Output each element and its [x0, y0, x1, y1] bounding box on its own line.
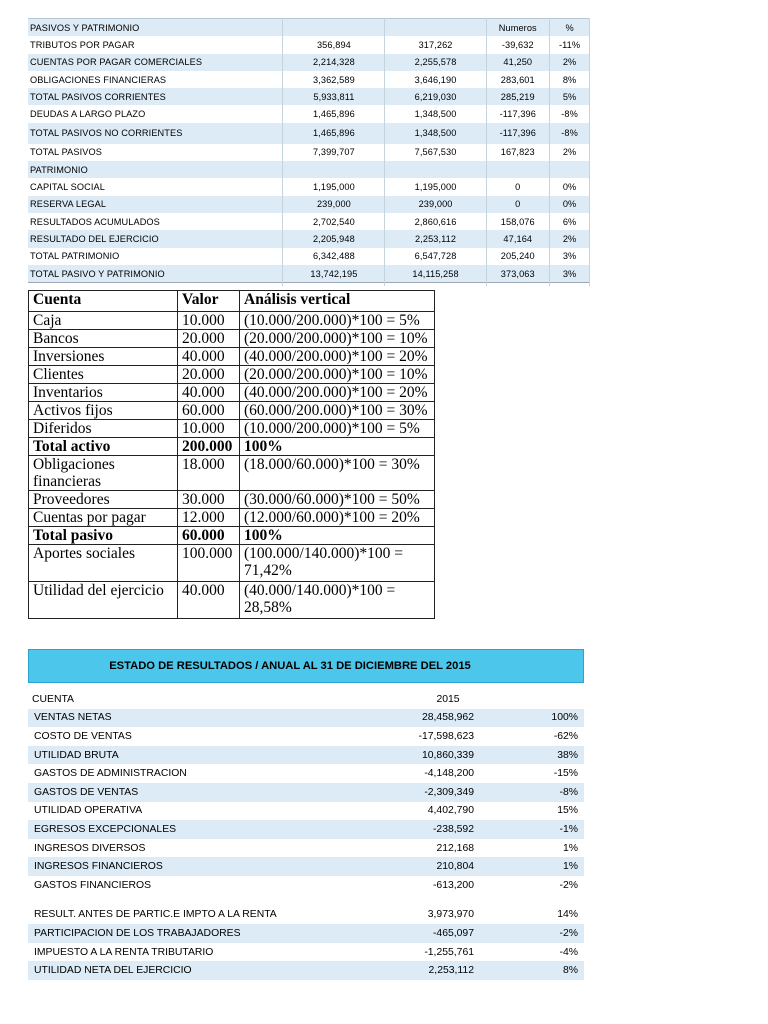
table-row: UTILIDAD NETA DEL EJERCICIO 2,253,112 8% — [28, 961, 584, 980]
table-row: Bancos 20.000 (20.000/200.000)*100 = 10% — [29, 330, 435, 348]
table-row: UTILIDAD OPERATIVA 4,402,790 15% — [34, 805, 578, 817]
table-row: COSTO DE VENTAS -17,598,623 -62% — [34, 730, 578, 742]
column-divider — [549, 18, 550, 286]
column-header-year: 2015 — [436, 693, 460, 705]
table-header-row — [28, 18, 590, 36]
table-row: CUENTAS POR PAGAR COMERCIALES 2,214,328 2,255,578 41,250 2% — [28, 54, 590, 71]
table-row: GASTOS FINANCIEROS -613,200 -2% — [34, 879, 578, 891]
column-header-cuenta: CUENTA — [32, 693, 74, 705]
statement-title: ESTADO DE RESULTADOS / ANUAL AL 31 DE DICIEMBRE DEL 2015 — [109, 660, 471, 672]
column-divider — [486, 18, 487, 286]
column-header-valor: Valor — [178, 291, 240, 312]
table-row: GASTOS DE ADMINISTRACION -4,148,200 -15% — [34, 768, 578, 780]
table-row: INGRESOS FINANCIEROS 210,804 1% — [28, 857, 584, 876]
table-row: Aportes sociales 100.000 (100.000/140.000)*100 = 71,42% — [29, 545, 435, 582]
table-row: VENTAS NETAS 28,458,962 100% — [28, 709, 584, 728]
table-row: RESULTADO DEL EJERCICIO 2,205,948 2,253,112 47,164 2% — [28, 230, 590, 247]
pasivos-patrimonio-table — [28, 18, 590, 283]
table-row: Inversiones 40.000 (40.000/200.000)*100 = 20% — [29, 348, 435, 366]
table-row: Obligaciones financieras 18.000 (18.000/60.000)*100 = 30% — [29, 456, 435, 491]
column-header-analisis: Análisis vertical — [240, 291, 435, 312]
table-row: TOTAL PASIVOS CORRIENTES 5,933,811 6,219,030 285,219 5% — [28, 88, 590, 105]
table-row: RESERVA LEGAL 239,000 239,000 0 0% — [28, 196, 590, 213]
column-header-percent: % — [565, 22, 574, 33]
table-row: Diferidos 10.000 (10.000/200.000)*100 = 5% — [29, 420, 435, 438]
column-header-cuenta: Cuenta — [29, 291, 178, 312]
table-row: PATRIMONIO — [28, 161, 590, 178]
total-row: Total activo 200.000 100% — [29, 438, 435, 456]
table-header-row — [28, 690, 584, 709]
table-row: INGRESOS DIVERSOS 212,168 1% — [34, 842, 578, 854]
column-divider — [384, 18, 385, 286]
table-row: RESULT. ANTES DE PARTIC.E IMPTO A LA RENTA 3,973,970 14% — [34, 909, 578, 921]
section-label: PASIVOS Y PATRIMONIO — [30, 22, 140, 33]
vertical-analysis-table — [28, 290, 435, 619]
table-row: TOTAL PASIVOS NO CORRIENTES 1,465,896 1,348,500 -117,396 -8% — [28, 123, 590, 144]
table-row: TRIBUTOS POR PAGAR 356,894 317,262 -39,632 -11% — [30, 39, 581, 50]
table-row: DEUDAS A LARGO PLAZO 1,465,896 1,348,500 -117,396 -8% — [30, 109, 578, 120]
table-header-row — [29, 291, 435, 312]
table-row: TOTAL PASIVOS 7,399,707 7,567,530 167,823 2% — [30, 147, 577, 158]
column-divider — [589, 18, 590, 286]
table-row: Proveedores 30.000 (30.000/60.000)*100 = 50% — [29, 491, 435, 509]
table-row: PARTICIPACION DE LOS TRABAJADORES -465,097 -2% — [28, 924, 584, 943]
income-statement-table — [28, 649, 584, 980]
table-row: Utilidad del ejercicio 40.000 (40.000/140.000)*100 = 28,58% — [29, 582, 435, 619]
column-header-numeros: Numeros — [498, 22, 537, 33]
table-row: Activos fijos 60.000 (60.000/200.000)*100 = 30% — [29, 402, 435, 420]
table-row: OBLIGACIONES FINANCIERAS 3,362,589 3,646,190 283,601 8% — [30, 74, 577, 85]
table-row: TOTAL PATRIMONIO 6,342,488 6,547,728 205,240 3% — [30, 251, 577, 262]
table-row: GASTOS DE VENTAS -2,309,349 -8% — [28, 783, 584, 802]
table-row: Cuentas por pagar 12.000 (12.000/60.000)*100 = 20% — [29, 509, 435, 527]
table-row: IMPUESTO A LA RENTA TRIBUTARIO -1,255,761 -4% — [34, 946, 578, 958]
table-row: EGRESOS EXCEPCIONALES -238,592 -1% — [28, 820, 584, 839]
table-row: UTILIDAD BRUTA 10,860,339 38% — [28, 746, 584, 765]
column-divider — [282, 18, 283, 286]
table-row: CAPITAL SOCIAL 1,195,000 1,195,000 0 0% — [30, 182, 577, 193]
statement-title-banner — [28, 649, 584, 683]
table-row: RESULTADOS ACUMULADOS 2,702,540 2,860,616 158,076 6% — [30, 216, 577, 227]
total-row: Total pasivo 60.000 100% — [29, 527, 435, 545]
table-row: Inventarios 40.000 (40.000/200.000)*100 = 20% — [29, 384, 435, 402]
table-row: Clientes 20.000 (20.000/200.000)*100 = 10% — [29, 366, 435, 384]
table-row: TOTAL PASIVO Y PATRIMONIO 13,742,195 14,115,258 373,063 3% — [28, 265, 590, 283]
table-row: Caja 10.000 (10.000/200.000)*100 = 5% — [29, 312, 435, 330]
